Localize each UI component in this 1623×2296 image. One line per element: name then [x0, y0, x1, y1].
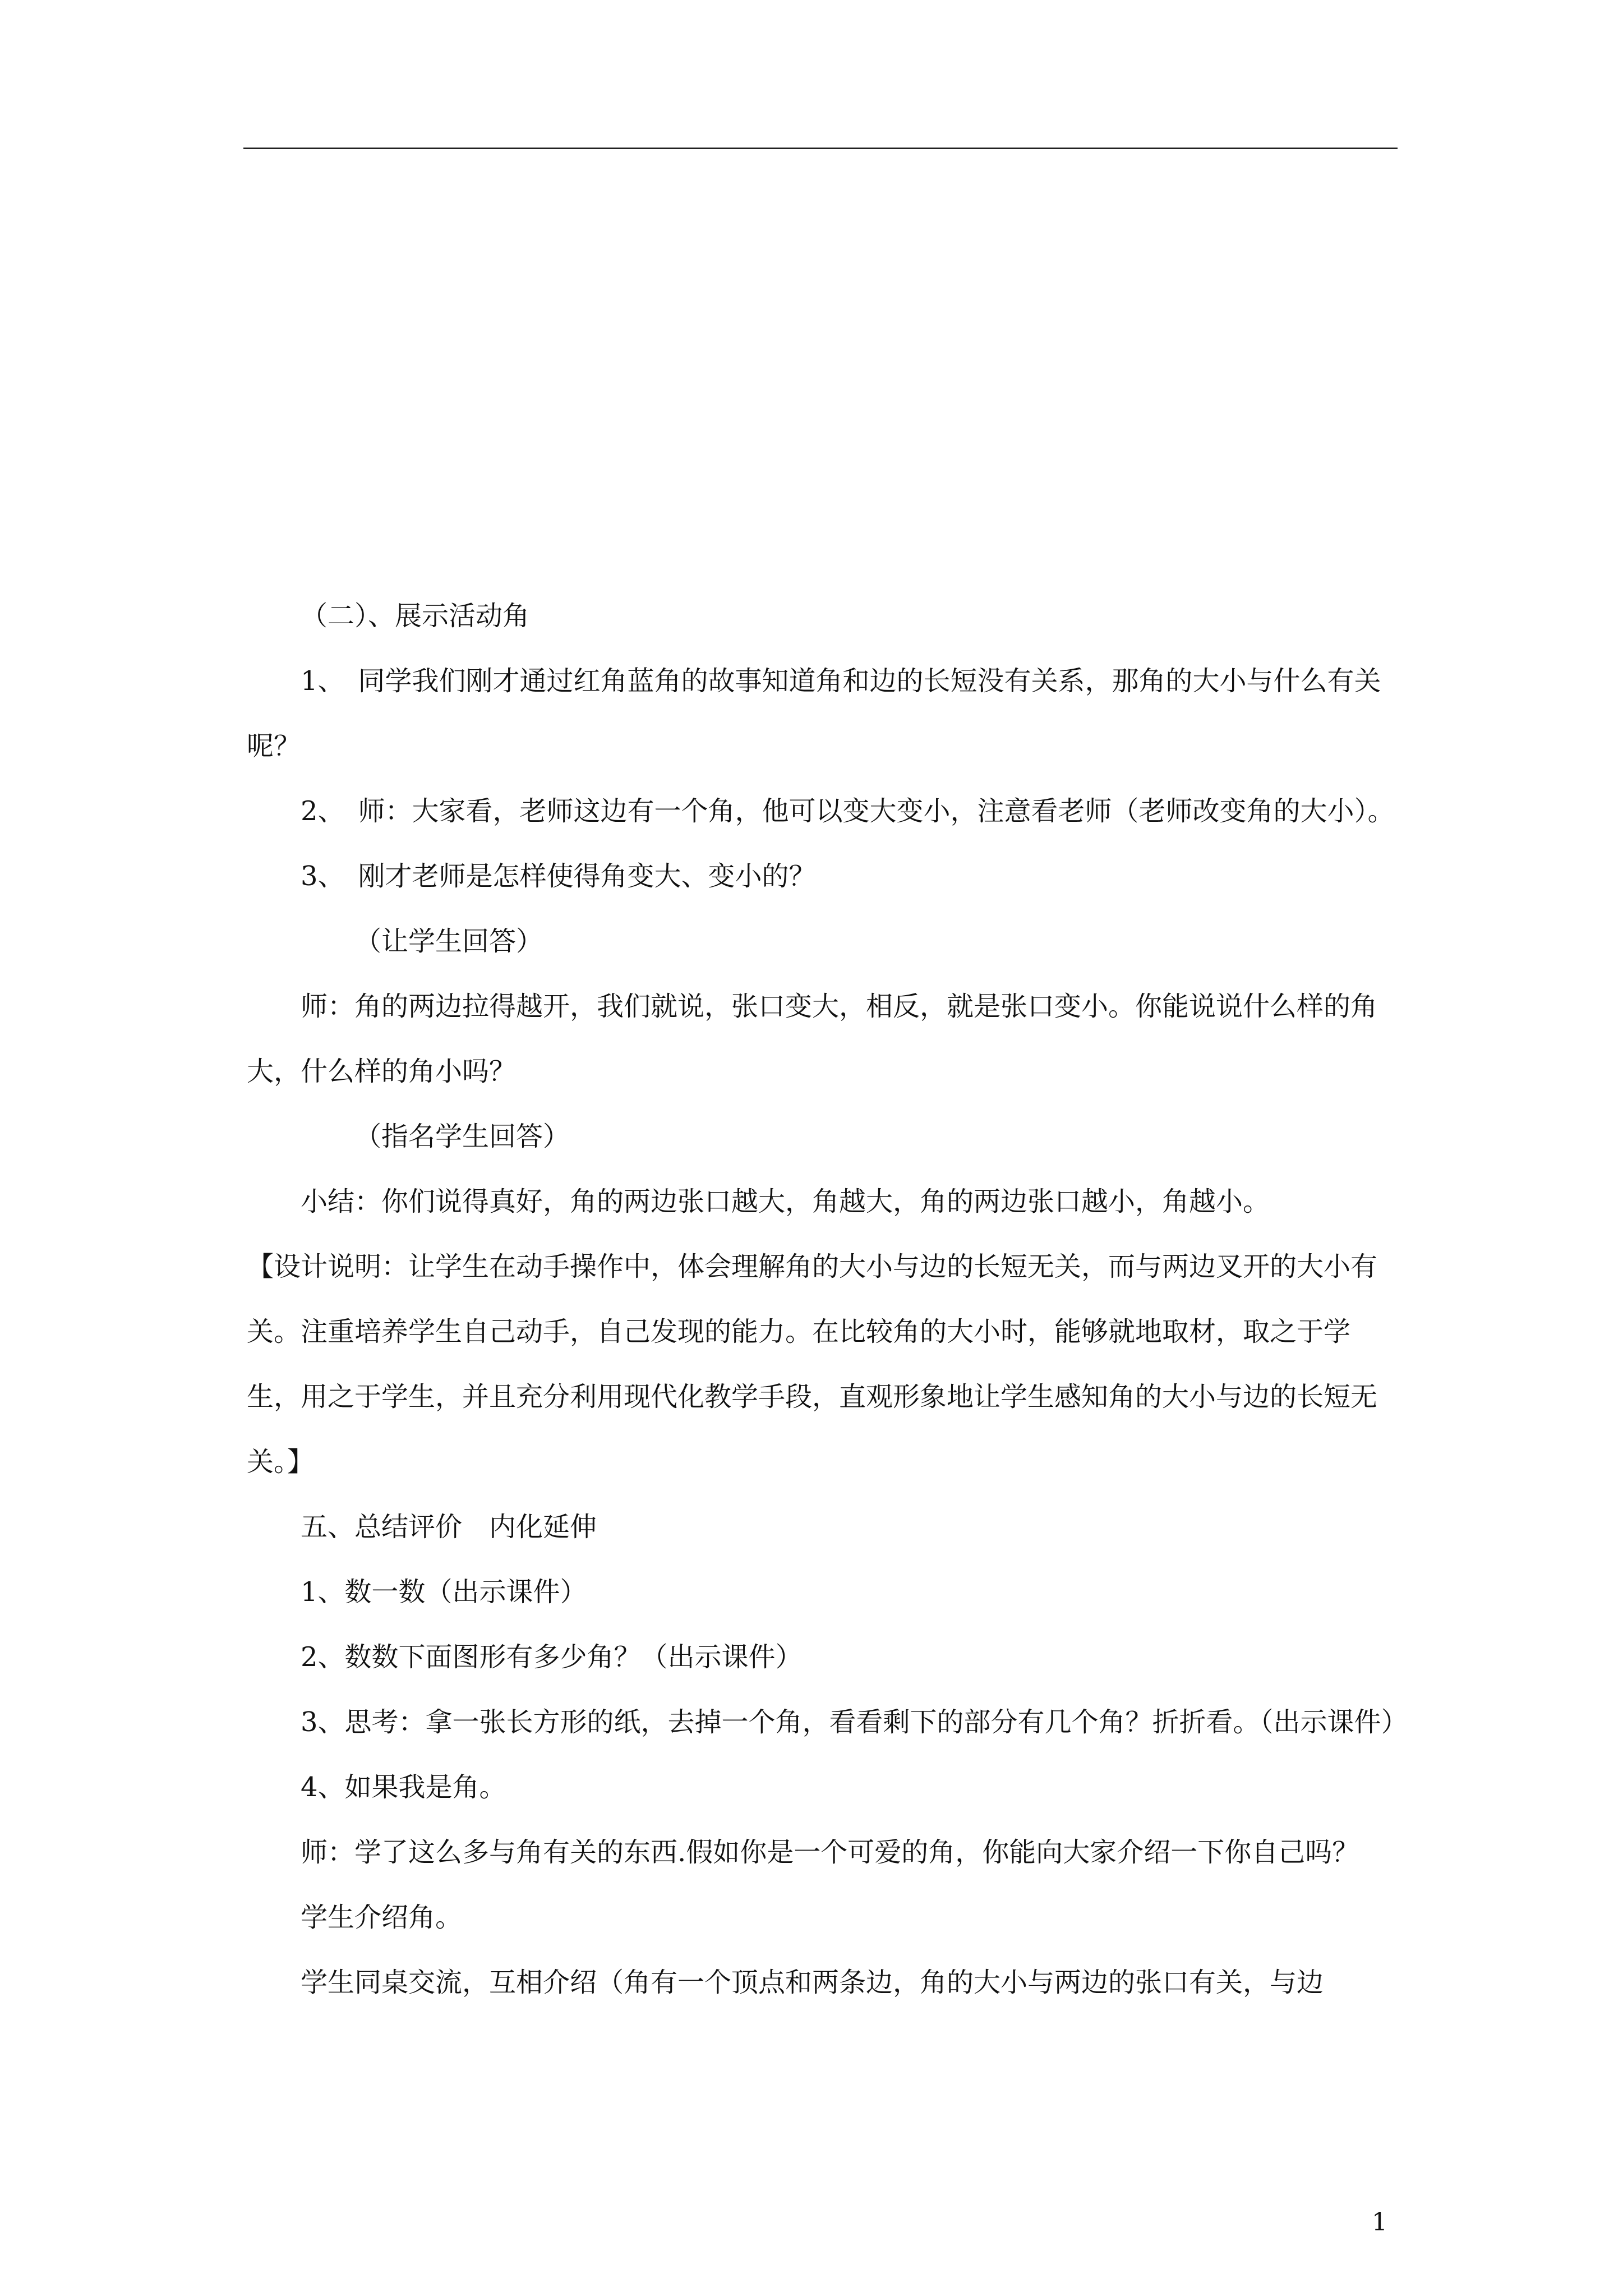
- paragraph-named-student-answer: （指名学生回答）: [354, 1121, 570, 1152]
- paragraph-item-2: 2、 师：大家看，老师这边有一个角，他可以变大变小，注意看老师（老师改变角的大小）。: [301, 795, 1395, 827]
- paragraph-exercise-1: 1、数一数（出示课件）: [301, 1576, 587, 1608]
- paragraph-teacher-prompt: 师：学了这么多与角有关的东西.假如你是一个可爱的角，你能向大家介绍一下你自己吗？: [301, 1837, 1359, 1868]
- page-number: 1: [1372, 2208, 1387, 2237]
- paragraph-student-introduce: 学生介绍角。: [301, 1902, 463, 1933]
- paragraph-teacher-explanation: 师：角的两边拉得越开，我们就说，张口变大，相反，就是张口变小。你能说说什么样的角大，什么样的角小吗？: [247, 991, 1378, 1087]
- document-body: [247, 583, 1408, 2015]
- paragraph-exercise-4: 4、如果我是角。: [301, 1772, 506, 1803]
- header-rule: [243, 148, 1398, 149]
- section-heading-display-angle: （二）、展示活动角: [301, 600, 530, 632]
- paragraph-peer-exchange: 学生同桌交流，互相介绍（角有一个顶点和两条边，角的大小与两边的张口有关，与边: [301, 1967, 1324, 1998]
- paragraph-exercise-3: 3、思考：拿一张长方形的纸，去掉一个角，看看剩下的部分有几个角？折折看。（出示课件）: [301, 1706, 1408, 1738]
- paragraph-item-1: 1、 同学我们刚才通过红角蓝角的故事知道角和边的长短没有关系，那角的大小与什么有关呢？: [247, 665, 1381, 762]
- paragraph-exercise-2: 2、数数下面图形有多少角？（出示课件）: [301, 1641, 803, 1673]
- paragraph-student-answer: （让学生回答）: [354, 926, 543, 957]
- section-heading-summary-extension: 五、总结评价 内化延伸: [301, 1511, 597, 1543]
- paragraph-item-3: 3、 刚才老师是怎样使得角变大、变小的？: [301, 861, 816, 892]
- paragraph-design-note: 【设计说明：让学生在动手操作中，体会理解角的大小与边的长短无关，而与两边叉开的大小有关。注重培养学生自己动手，自己发现的能力。在比较角的大小时，能够就地取材，取之于学生，用之于学生，并且充分利用现代化教学手段，直观形象地让学生感知角的大小与边的长短无关。】: [247, 1251, 1378, 1478]
- paragraph-summary: 小结：你们说得真好，角的两边张口越大，角越大，角的两边张口越小，角越小。: [301, 1186, 1270, 1217]
